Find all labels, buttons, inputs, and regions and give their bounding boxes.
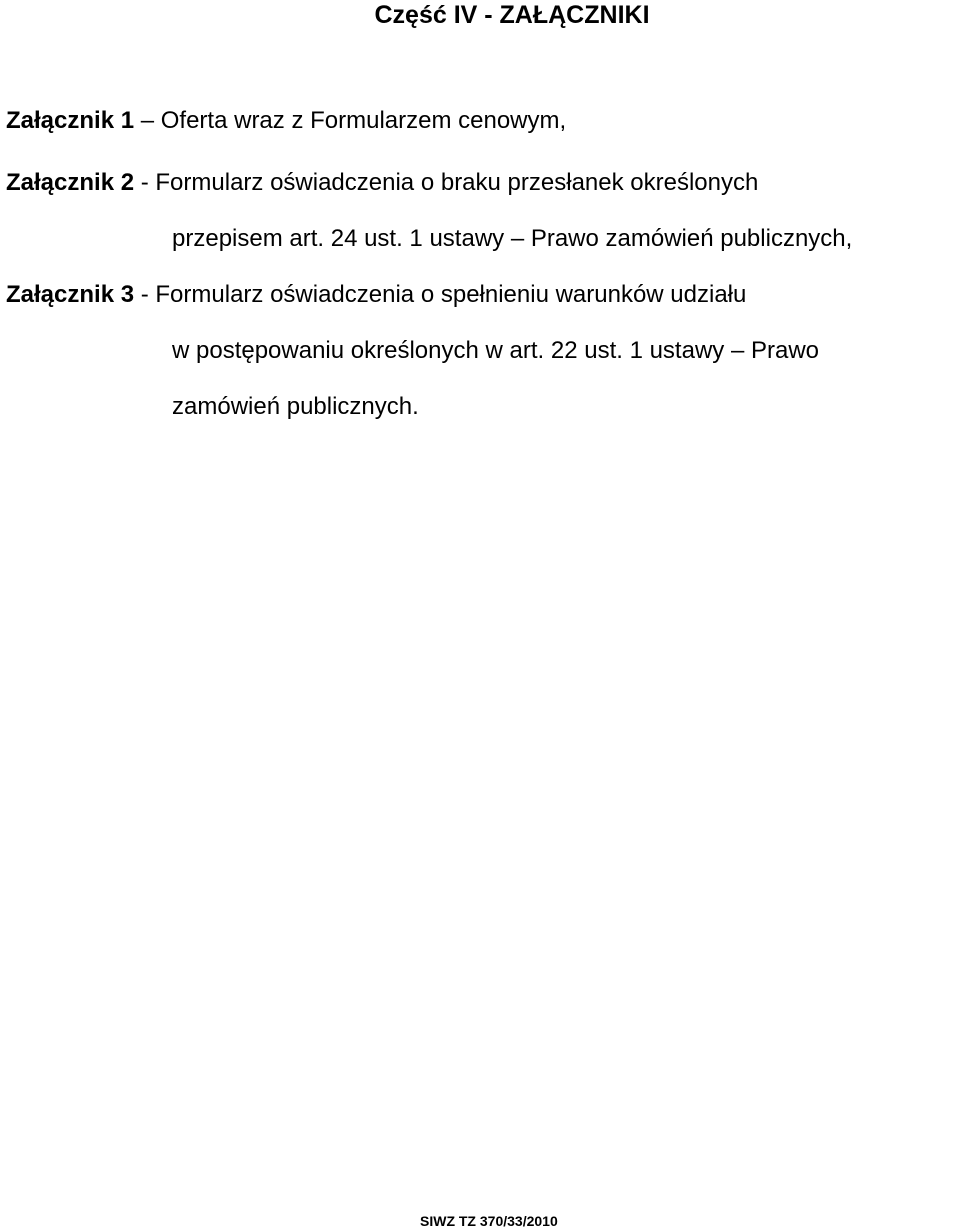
annex-line [6, 93, 566, 149]
annex-description-continuation: w postępowaniu określonych w art. 22 ust. 1 ustawy – Prawo [172, 337, 819, 364]
annex-description: – Oferta wraz z Formularzem cenowym, [140, 107, 567, 134]
annex-item-1 [6, 93, 566, 149]
annex-label: Załącznik 3 [6, 281, 135, 308]
annex-description-continuation: zamówień publicznych. [172, 393, 419, 420]
annex-description: - Formularz oświadczenia o braku przesłanek określonych [140, 169, 759, 196]
annex-description: - Formularz oświadczenia o spełnieniu warunków udziału [140, 281, 747, 308]
annex-label: Załącznik 2 [6, 169, 135, 196]
annex-label: Załącznik 1 [6, 107, 135, 134]
annex-item-3 [6, 267, 819, 435]
annex-line [6, 155, 852, 211]
annex-description-continuation: przepisem art. 24 ust. 1 ustawy – Prawo zamówień publicznych, [172, 225, 853, 252]
annex-line [6, 267, 819, 323]
page-title: Część IV - ZAŁĄCZNIKI [374, 1, 650, 29]
annex-item-2 [6, 155, 852, 267]
document-reference-footer: SIWZ TZ 370/33/2010 [420, 1213, 558, 1229]
